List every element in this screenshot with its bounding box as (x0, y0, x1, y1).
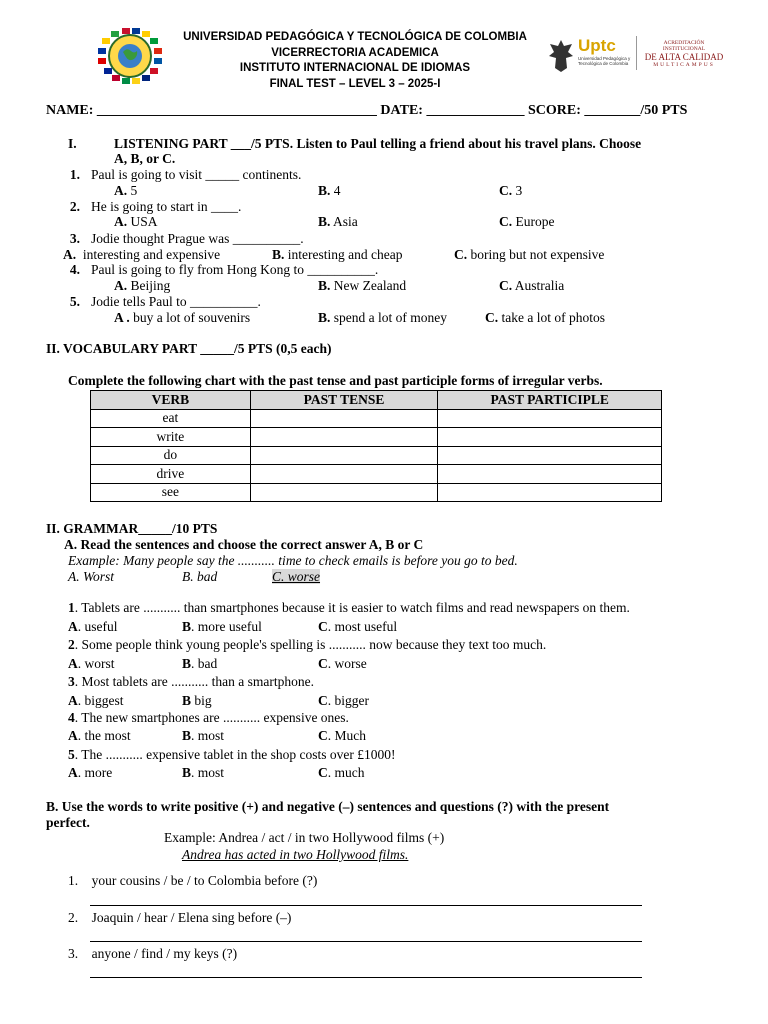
header-past-tense: PAST TENSE (250, 391, 438, 410)
grammar-q5-option-b: B. most (182, 765, 225, 780)
grammar-example: Example: Many people say the ........... time to check emails is before you go to bed. (68, 553, 518, 568)
grammar-example-option-a: A. Worst (68, 569, 115, 584)
grammar-q3-option-c: C. bigger (318, 693, 369, 708)
listening-q1-option-a: A. 5 (114, 183, 138, 198)
past-participle-cell[interactable] (438, 465, 662, 484)
answer-line-2[interactable] (90, 941, 642, 942)
grammar-part-b-item-3: 3. anyone / find / my keys (?) (68, 946, 238, 961)
listening-q5-option-c: C. take a lot of photos (485, 310, 605, 325)
institute-logo (92, 26, 168, 86)
verb-cell: eat (91, 409, 251, 428)
grammar-q2-option-b: B. bad (182, 656, 218, 671)
header-verb: VERB (91, 391, 251, 410)
listening-q4-text: Paul is going to fly from Hong Kong to __________. (91, 262, 379, 277)
grammar-q4-option-b: B. most (182, 728, 225, 743)
listening-q4-number: 4. (69, 262, 80, 277)
answer-line-3[interactable] (90, 977, 642, 978)
grammar-q2-option-a: A. worst (68, 656, 115, 671)
verbs-chart (90, 390, 662, 502)
past-participle-cell[interactable] (438, 483, 662, 502)
table-row (91, 483, 662, 502)
grammar-q4-text: 4. The new smartphones are ........... expensive ones. (68, 710, 349, 725)
listening-roman: I. (68, 136, 77, 151)
table-row (91, 446, 662, 465)
grammar-q4-option-c: C. Much (318, 728, 366, 743)
grammar-part-b-item-1: 1. your cousins / be / to Colombia before (?) (68, 873, 318, 888)
past-participle-cell[interactable] (438, 428, 662, 447)
grammar-q3-option-b: B big (182, 693, 212, 708)
listening-q2-option-a: A. USA (114, 214, 158, 229)
listening-q2-number: 2. (69, 199, 80, 214)
table-row (91, 409, 662, 428)
past-participle-cell[interactable] (438, 446, 662, 465)
accreditation-badge: ACREDITACIÓN INSTITUCIONAL DE ALTA CALIDAD MULTICAMPUS (644, 40, 724, 68)
document-header (170, 30, 540, 92)
listening-q1-option-c: C. 3 (499, 183, 523, 198)
grammar-q3-option-a: A. biggest (68, 693, 124, 708)
listening-q2-option-b: B. Asia (318, 214, 358, 229)
grammar-part-b-title: B. Use the words to write positive (+) and negative (–) sentences and questions (?) with the present (46, 799, 610, 814)
grammar-q1-option-a: A. useful (68, 619, 118, 634)
uptc-logo (548, 36, 728, 78)
student-info-line: NAME: ________________________________________ DATE: ______________ SCORE: ________/50 PTS (46, 103, 688, 118)
grammar-q4-option-a: A. the most (68, 728, 131, 743)
listening-title: LISTENING PART ___/5 PTS. Listen to Paul telling a friend about his travel plans. Choose (114, 136, 642, 151)
table-row (91, 428, 662, 447)
grammar-q5-option-c: C. much (318, 765, 365, 780)
header-vicerrectoria: VICERRECTORIA ACADEMICA (271, 46, 439, 59)
listening-q3-text: Jodie thought Prague was __________. (91, 231, 304, 246)
verb-cell: see (91, 483, 251, 502)
grammar-q2-text: 2. Some people think young people's spelling is ........... now because they text too much. (68, 637, 547, 652)
listening-title-cont: A, B, or C. (114, 151, 176, 166)
listening-q3-option-c: C. boring but not expensive (454, 247, 605, 262)
uptc-subtitle: Universidad Pedagógica y Tecnológica de Colombia (578, 56, 631, 66)
vocabulary-title: II. VOCABULARY PART _____/5 PTS (0,5 each) (46, 341, 332, 356)
grammar-q2-option-c: C. worse (318, 656, 367, 671)
verb-cell: write (91, 428, 251, 447)
listening-q2-option-c: C. Europe (499, 214, 555, 229)
eagle-crest-icon (548, 38, 574, 74)
listening-q1-text: Paul is going to visit _____ continents. (91, 167, 302, 182)
listening-q5-option-a: A . buy a lot of souvenirs (114, 310, 251, 325)
verb-cell: do (91, 446, 251, 465)
grammar-q1-text: 1. Tablets are ........... than smartphones because it is easier to watch films and read newspapers on them. (68, 600, 630, 615)
past-tense-cell[interactable] (250, 409, 438, 428)
grammar-title: II. GRAMMAR_____/10 PTS (46, 521, 218, 536)
listening-q1-option-b: B. 4 (318, 183, 341, 198)
grammar-part-b-item-2: 2. Joaquin / hear / Elena sing before (–) (68, 910, 292, 925)
grammar-q3-text: 3. Most tablets are ........... than a smartphone. (68, 674, 314, 689)
past-tense-cell[interactable] (250, 446, 438, 465)
listening-q1-number: 1. (69, 167, 80, 182)
header-past-participle: PAST PARTICIPLE (438, 391, 662, 410)
grammar-q5-option-a: A. more (68, 765, 113, 780)
grammar-part-b-title-cont: perfect. (46, 815, 90, 830)
listening-q3-number: 3. (69, 231, 80, 246)
listening-q4-option-c: C. Australia (499, 278, 565, 293)
past-tense-cell[interactable] (250, 428, 438, 447)
header-institute: INSTITUTO INTERNACIONAL DE IDIOMAS (239, 62, 471, 75)
uptc-brand: Uptc (578, 36, 616, 55)
listening-q4-option-a: A. Beijing (114, 278, 171, 293)
grammar-part-b-example-answer: Andrea has acted in two Hollywood films. (182, 847, 409, 862)
answer-line-1[interactable] (90, 905, 642, 906)
listening-q5-option-b: B. spend a lot of money (318, 310, 447, 325)
vocabulary-instruction: Complete the following chart with the past tense and past participle forms of irregular verbs. (68, 373, 603, 388)
grammar-part-b-example: Example: Andrea / act / in two Hollywood films (+) (164, 830, 445, 845)
listening-q4-option-b: B. New Zealand (318, 278, 407, 293)
header-test-title: FINAL TEST – LEVEL 3 – 2025-I (269, 77, 441, 90)
grammar-q1-option-c: C. most useful (318, 619, 398, 634)
table-row (91, 465, 662, 484)
listening-q3-option-b: B. interesting and cheap (272, 247, 403, 262)
past-tense-cell[interactable] (250, 465, 438, 484)
verbs-chart-header (91, 391, 662, 410)
listening-q2-text: He is going to start in ____. (91, 199, 242, 214)
listening-q5-text: Jodie tells Paul to __________. (91, 294, 261, 309)
past-participle-cell[interactable] (438, 409, 662, 428)
listening-q5-number: 5. (69, 294, 80, 309)
grammar-q1-option-b: B. more useful (182, 619, 262, 634)
grammar-part-a-title: A. Read the sentences and choose the correct answer A, B or C (64, 537, 424, 552)
header-university: UNIVERSIDAD PEDAGÓGICA Y TECNOLÓGICA DE COLOMBIA (183, 31, 527, 43)
grammar-q5-text: 5. The ........... expensive tablet in the shop costs over £1000! (68, 747, 396, 762)
verb-cell: drive (91, 465, 251, 484)
grammar-example-option-c: C. worse (272, 569, 321, 584)
listening-q3-option-a: A. interesting and expensive (63, 247, 221, 262)
past-tense-cell[interactable] (250, 483, 438, 502)
grammar-example-option-b: B. bad (182, 569, 218, 584)
